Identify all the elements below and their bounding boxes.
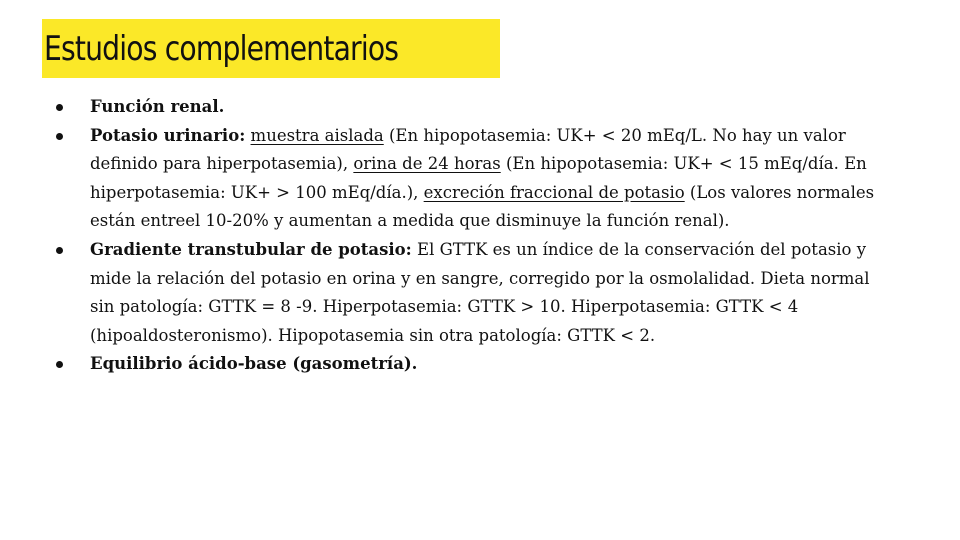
bullet-heading: Función renal. [90, 97, 225, 116]
bullet-item-gradiente-transtubular [56, 236, 896, 350]
bullet-text: (En hipopotasemia: UK+ < 20 mEq/L. No hay un valor definido para hiperpotasemia), [90, 125, 846, 174]
bullet-heading: Potasio urinario: [90, 125, 246, 145]
slide-body [56, 93, 896, 379]
bullet-text: (En hipopotasemia: UK+ < 15 mEq/día. En hiperpotasemia: UK+ > 100 mEq/día.), [90, 154, 867, 202]
link-muestra-aislada[interactable]: muestra aislada [250, 125, 384, 145]
bullet-dot-icon [56, 133, 63, 140]
bullet-item-equilibrio-acido-base [56, 350, 896, 379]
link-excrecion-fraccional[interactable]: excreción fraccional de potasio [423, 182, 685, 202]
bullet-item-funcion-renal [56, 93, 896, 122]
bullet-text: (Los valores normales están entreel 10-20% y aumentan a medida que disminuye la función renal). [90, 182, 875, 231]
bullet-dot-icon [56, 247, 63, 254]
bullet-text: El GTTK es un índice de la conservación del potasio y mide la relación del potasio en orina y en sangre, corregido por la osmolalidad. Dieta normal sin patología: GTTK = 8 -9. Hiperpotasemia: GTTK > 10. Hiperpotasemia: GTTK < 4 (hipoaldosteronismo). Hipopotasemia sin otra patología: GTTK < 2. [90, 239, 870, 345]
slide-title: Estudios complementarios [44, 28, 399, 69]
bullet-heading: Equilibrio ácido-base (gasometría). [90, 354, 418, 374]
bullet-dot-icon [56, 361, 63, 368]
title-highlight [42, 19, 500, 78]
bullet-heading: Gradiente transtubular de potasio: [90, 239, 412, 259]
bullet-list [56, 93, 896, 379]
bullet-dot-icon [56, 104, 63, 111]
bullet-item-potasio-urinario [56, 122, 896, 236]
link-orina-24-horas[interactable]: orina de 24 horas [353, 154, 501, 174]
